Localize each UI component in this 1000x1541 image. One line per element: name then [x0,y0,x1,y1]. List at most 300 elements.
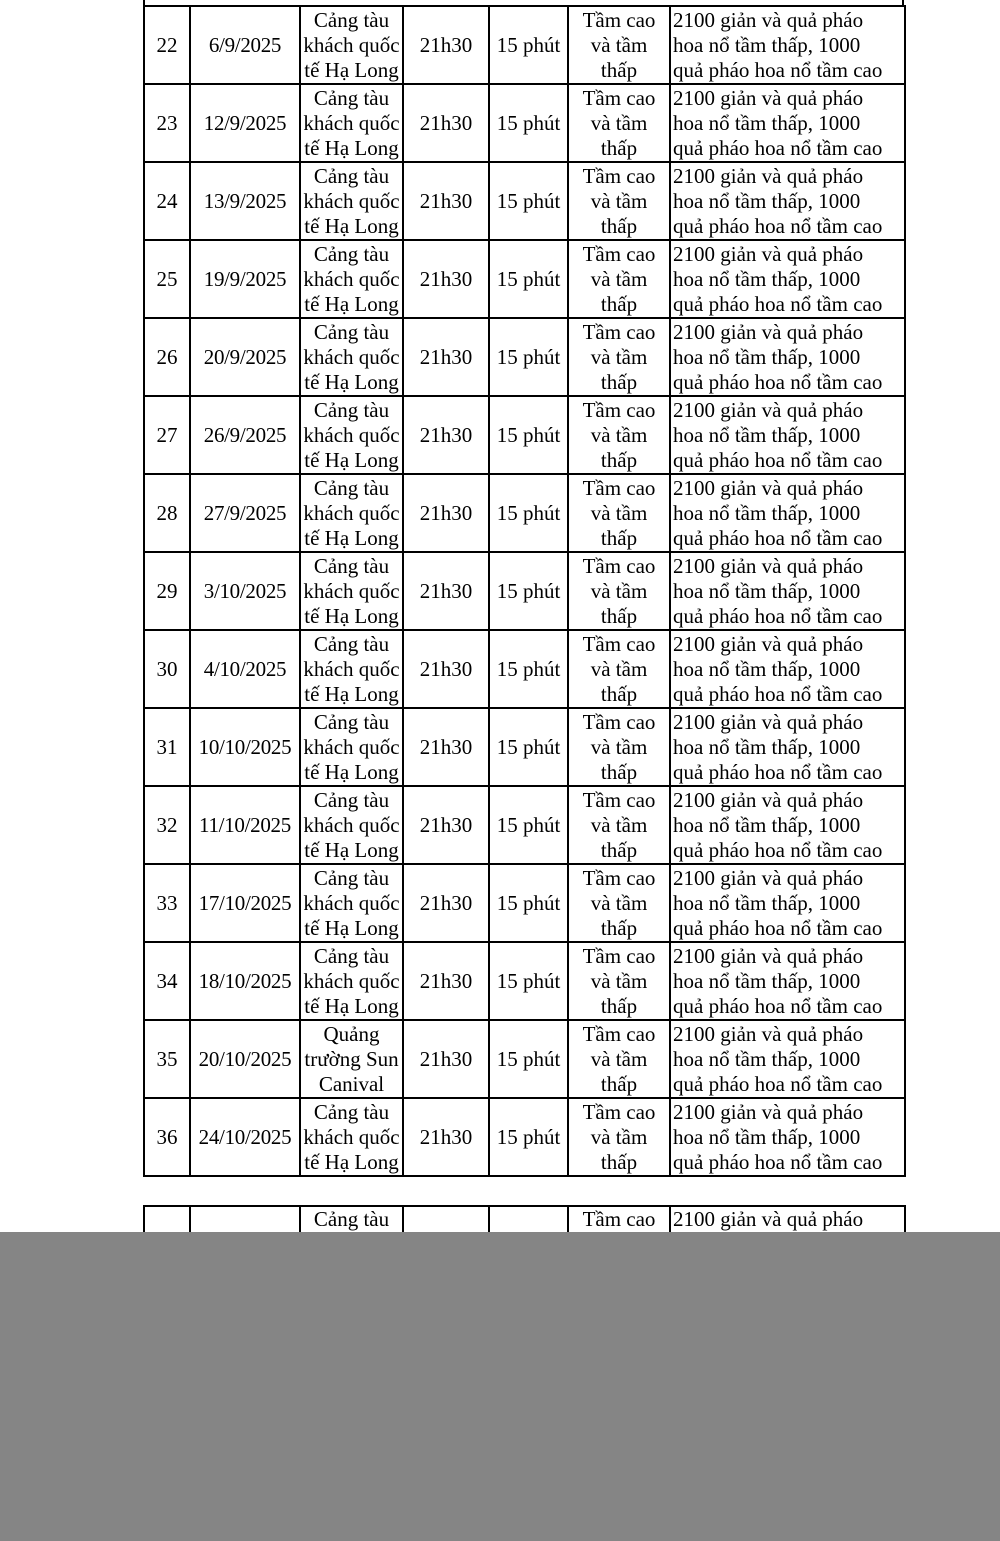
row-altitude [568,1098,670,1176]
row-number-text: 22 [156,32,178,57]
row-duration-text: 15 phút [496,656,561,681]
row-date [190,162,300,240]
table-row [144,1098,905,1176]
row-time-text: 21h30 [419,734,473,759]
row-place [300,708,403,786]
row-time-text: 21h30 [419,578,473,603]
row-altitude-line: Tầm cao [582,943,656,968]
row-date [190,708,300,786]
row-time [403,1098,489,1176]
row-date-text: 10/10/2025 [198,734,292,759]
row-altitude-line: và tầm [590,1124,648,1149]
row-number [144,864,190,942]
row-place-line: khách quốc [303,1124,400,1149]
row-altitude [568,474,670,552]
row-number [144,1098,190,1176]
row-altitude-line: thấp [600,993,638,1018]
row-altitude-line: và tầm [590,188,648,213]
row-quantity [670,162,905,240]
row-quantity-line: quả pháo hoa nổ tầm cao [673,1149,883,1174]
row-altitude-line: Tầm cao [582,1021,656,1046]
row-quantity [670,6,905,84]
row-altitude-line: Tầm cao [582,631,656,656]
row-number [144,6,190,84]
row-quantity [670,552,905,630]
row-duration [489,942,568,1020]
row-altitude-line: Tầm cao [582,553,656,578]
row-time [403,84,489,162]
row-place-line: khách quốc [303,890,400,915]
row-time [403,630,489,708]
row-number-text: 32 [156,812,178,837]
row-number [144,552,190,630]
row-place [300,240,403,318]
row-duration-text: 15 phút [496,812,561,837]
row-altitude-line: Tầm cao [582,865,656,890]
row-number-text: 33 [156,890,178,915]
row-quantity-line: quả pháo hoa nổ tầm cao [673,369,883,394]
row-altitude-line: thấp [600,1071,638,1096]
row-altitude-line: và tầm [590,422,648,447]
row-quantity-line: hoa nổ tầm thấp, 1000 [673,344,861,369]
row-duration-text: 15 phút [496,344,561,369]
row-duration-text: 15 phút [496,110,561,135]
row-time-text: 21h30 [419,1046,473,1071]
row-quantity-line: quả pháo hoa nổ tầm cao [673,57,883,82]
row-place-line: tế Hạ Long [304,447,399,472]
row-place-line: Cảng tàu [313,1099,390,1124]
row-quantity-line: hoa nổ tầm thấp, 1000 [673,812,861,837]
row-time-text: 21h30 [419,266,473,291]
row-quantity-line: 2100 giản và quả pháo [673,553,864,578]
table-row [144,708,905,786]
row-number [144,84,190,162]
row-time-text: 21h30 [419,500,473,525]
row-place [300,396,403,474]
row-date-text: 24/10/2025 [198,1124,292,1149]
row-place-line: tế Hạ Long [304,525,399,550]
row-quantity [670,1098,905,1176]
row-date-text: 17/10/2025 [198,890,292,915]
row-place-line: tế Hạ Long [304,993,399,1018]
row-place-line: khách quốc [303,812,400,837]
row-place-line: Cảng tàu [313,553,390,578]
row-quantity-line: hoa nổ tầm thấp, 1000 [673,500,861,525]
table-row [144,318,905,396]
row-place-line: Cảng tàu [313,475,390,500]
row-quantity [670,942,905,1020]
row-time-text: 21h30 [419,344,473,369]
row-number [144,708,190,786]
table-row [144,162,905,240]
row-place-line: khách quốc [303,110,400,135]
row-place [300,318,403,396]
row-altitude-line: thấp [600,915,638,940]
row-date-text: 18/10/2025 [198,968,292,993]
row-altitude-line: và tầm [590,812,648,837]
row-duration-text: 15 phút [496,1046,561,1071]
row-place [300,1098,403,1176]
row-altitude-line: thấp [600,369,638,394]
row-altitude [568,786,670,864]
row-altitude-line: thấp [600,837,638,862]
row-time [403,6,489,84]
row-duration-text: 15 phút [496,968,561,993]
row-place-line: khách quốc [303,266,400,291]
row-quantity-line: quả pháo hoa nổ tầm cao [673,915,883,940]
row-altitude [568,162,670,240]
row-place-line: khách quốc [303,734,400,759]
row-time-text: 21h30 [419,110,473,135]
table-row [144,942,905,1020]
row-quantity-line: 2100 giản và quả pháo [673,943,864,968]
row-quantity-line: hoa nổ tầm thấp, 1000 [673,32,861,57]
row-number [144,630,190,708]
row-quantity-line: quả pháo hoa nổ tầm cao [673,681,883,706]
row-number [144,942,190,1020]
row-duration [489,6,568,84]
row-time-text: 21h30 [419,422,473,447]
table-body [144,6,905,1176]
row-duration [489,864,568,942]
table-row [144,786,905,864]
row-quantity-line: hoa nổ tầm thấp, 1000 [673,1046,861,1071]
row-time-text: 21h30 [419,968,473,993]
row-place: Cảng tàu [300,1206,403,1257]
row-altitude-line: Tầm cao [582,163,656,188]
row-time-text: 21h30 [419,656,473,681]
row-date-text: 4/10/2025 [203,656,287,681]
row-quantity-line: 2100 giản và quả pháo [673,319,864,344]
row-quantity [670,84,905,162]
row-duration-text: 15 phút [496,422,561,447]
row-number-text: 31 [156,734,178,759]
row-number-text: 24 [156,188,178,213]
row-altitude-line: Tầm cao [582,709,656,734]
row-place-line: tế Hạ Long [304,1149,399,1174]
row-number [144,240,190,318]
row-quantity-line: 2100 giản và quả pháo [673,241,864,266]
row-duration-text: 15 phút [496,578,561,603]
row-number-text: 23 [156,110,178,135]
row-quantity-line: hoa nổ tầm thấp, 1000 [673,578,861,603]
row-altitude-line: và tầm [590,266,648,291]
row-duration [489,318,568,396]
row-duration-text: 15 phút [496,734,561,759]
row-altitude [568,942,670,1020]
row-place [300,942,403,1020]
row-place [300,786,403,864]
row-altitude [568,552,670,630]
row-number-text: 27 [156,422,178,447]
row-number-text: 34 [156,968,178,993]
row-quantity-line: hoa nổ tầm thấp, 1000 [673,734,861,759]
row-place [300,84,403,162]
row-quantity-line: quả pháo hoa nổ tầm cao [673,1071,883,1096]
row-duration [489,240,568,318]
row-quantity [670,474,905,552]
row-quantity-line: hoa nổ tầm thấp, 1000 [673,188,861,213]
row-place-line: Cảng tàu [313,943,390,968]
row-place-line: khách quốc [303,422,400,447]
row-quantity-line: quả pháo hoa nổ tầm cao [673,993,883,1018]
row-place-line: Cảng tàu [313,397,390,422]
row-number-text: 30 [156,656,178,681]
row-place-line: tế Hạ Long [304,759,399,784]
row-quantity-line: hoa nổ tầm thấp, 1000 [673,968,861,993]
row-altitude-line: thấp [600,759,638,784]
row-altitude-line: và tầm [590,968,648,993]
row-quantity-line: 2100 giản và quả pháo [673,631,864,656]
row-quantity-line: 2100 giản và quả pháo [673,1021,864,1046]
row-place-line: khách quốc [303,578,400,603]
row-quantity [670,240,905,318]
row-date [190,240,300,318]
row-number-text: 26 [156,344,178,369]
row-place-line: tế Hạ Long [304,213,399,238]
row-place-line: Cảng tàu [313,631,390,656]
row-quantity-line: hoa nổ tầm thấp, 1000 [673,1124,861,1149]
fireworks-schedule-table [143,5,906,1177]
row-place-line: khách quốc [303,344,400,369]
row-date-text: 12/9/2025 [203,110,287,135]
row-altitude: Tầm cao [568,1206,670,1257]
row-quantity-line: hoa nổ tầm thấp, 1000 [673,110,861,135]
row-place-line: khách quốc [303,656,400,681]
row-date-text: 26/9/2025 [203,422,287,447]
row-altitude-line: và tầm [590,734,648,759]
row-altitude-line: Tầm cao [582,241,656,266]
row-altitude [568,84,670,162]
row-time [403,552,489,630]
row-altitude [568,240,670,318]
row-number [144,318,190,396]
row-place-line: tế Hạ Long [304,135,399,160]
row-quantity [670,396,905,474]
row-duration-text: 15 phút [496,500,561,525]
row-quantity-line: 2100 giản và quả pháo [673,85,864,110]
row-quantity [670,630,905,708]
row-duration-text: 15 phút [496,188,561,213]
row-altitude-line: thấp [600,681,638,706]
row-quantity-line: hoa nổ tầm thấp, 1000 [673,422,861,447]
row-altitude-line: và tầm [590,344,648,369]
row-altitude-line: Tầm cao [582,475,656,500]
row-altitude-line: và tầm [590,890,648,915]
row-date-text: 13/9/2025 [203,188,287,213]
row-time-text: 21h30 [419,32,473,57]
row-place-line: Cảng tàu [313,319,390,344]
table-row [144,864,905,942]
row-time-text: 21h30 [419,890,473,915]
row-place-line: Cảng tàu [313,865,390,890]
row-quantity-line: 2100 giản và quả pháo [673,7,864,32]
row-duration [489,552,568,630]
row-place [300,552,403,630]
row-altitude-line: thấp [600,1149,638,1174]
row-duration [489,708,568,786]
table-row [144,396,905,474]
row-quantity-line: 2100 giản và quả pháo [673,397,864,422]
table-row [144,84,905,162]
row-altitude [568,6,670,84]
row-altitude-line: thấp [600,603,638,628]
row-number [144,786,190,864]
row-place-line: khách quốc [303,968,400,993]
row-altitude [568,708,670,786]
row-time-text: 21h30 [419,1124,473,1149]
row-date [190,864,300,942]
row-time [403,162,489,240]
row-number-text: 29 [156,578,178,603]
row-duration [489,162,568,240]
row-time [403,708,489,786]
row-altitude [568,630,670,708]
row-place-line: khách quốc [303,32,400,57]
row-place-line: tế Hạ Long [304,681,399,706]
row-altitude-line: Tầm cao [582,7,656,32]
row-quantity-line: 2100 giản và quả pháo [673,865,864,890]
row-place [300,864,403,942]
row-duration [489,630,568,708]
row-quantity [670,864,905,942]
row-time [403,474,489,552]
row-date [190,1020,300,1098]
row-place-line: Cảng tàu [313,85,390,110]
row-quantity-line: quả pháo hoa nổ tầm cao [673,447,883,472]
row-duration-text: 15 phút [496,1124,561,1149]
row-altitude-line: thấp [600,447,638,472]
row-altitude-line: và tầm [590,1046,648,1071]
row-time [403,942,489,1020]
row-duration-text: 15 phút [496,266,561,291]
row-number-text: 35 [156,1046,178,1071]
row-place-line: Cảng tàu [313,163,390,188]
row-date [190,396,300,474]
row-altitude-line: thấp [600,213,638,238]
row-duration [489,786,568,864]
row-date [190,6,300,84]
row-altitude-line: và tầm [590,578,648,603]
row-place-line: Cảng tàu [313,241,390,266]
row-date [190,786,300,864]
row-duration [489,474,568,552]
row-time [403,396,489,474]
row-date-text: 3/10/2025 [203,578,287,603]
gray-overlay [0,1232,1000,1541]
row-date [190,552,300,630]
row-quantity-line: 2100 giản và quả pháo [673,1099,864,1124]
row-date-text: 20/10/2025 [198,1046,292,1071]
row-time [403,864,489,942]
row-quantity-line: 2100 giản và quả pháo [673,709,864,734]
row-place [300,630,403,708]
row-quantity-line: 2100 giản và quả pháo [673,787,864,812]
row-altitude-line: Tầm cao [582,787,656,812]
row-altitude-line: và tầm [590,656,648,681]
row-quantity-line: 2100 giản và quả pháo [673,475,864,500]
table-row [144,1020,905,1098]
row-place-line: trường Sun [304,1046,399,1071]
row-duration [489,1098,568,1176]
row-altitude-line: thấp [600,291,638,316]
row-quantity [670,786,905,864]
row-quantity-line: quả pháo hoa nổ tầm cao [673,603,883,628]
row-number [144,396,190,474]
row-quantity-line: quả pháo hoa nổ tầm cao [673,759,883,784]
row-place-line: tế Hạ Long [304,291,399,316]
row-place [300,474,403,552]
row-place-line: Cảng tàu [313,709,390,734]
row-place [300,162,403,240]
row-quantity-line: quả pháo hoa nổ tầm cao [673,291,883,316]
row-place-line: tế Hạ Long [304,915,399,940]
table-row [144,552,905,630]
row-place-line: tế Hạ Long [304,369,399,394]
row-duration-text: 15 phút [496,32,561,57]
row-place [300,1020,403,1098]
row-time-text: 21h30 [419,812,473,837]
row-place [300,6,403,84]
row-duration [489,396,568,474]
row-altitude [568,318,670,396]
row-place-line: khách quốc [303,500,400,525]
row-place-line: tế Hạ Long [304,603,399,628]
row-quantity [670,708,905,786]
row-date [190,630,300,708]
row-duration [489,1020,568,1098]
row-time [403,786,489,864]
row-duration [489,84,568,162]
row-place-line: Canival [318,1071,385,1096]
table-row [144,474,905,552]
row-quantity-line: quả pháo hoa nổ tầm cao [673,525,883,550]
row-altitude [568,864,670,942]
row-quantity [670,1020,905,1098]
row-place-line: Cảng tàu [313,787,390,812]
row-quantity-line: 2100 giản và quả pháo [673,163,864,188]
row-altitude-line: Tầm cao [582,1099,656,1124]
row-duration-text: 15 phút [496,890,561,915]
row-place-line: Quảng [323,1021,380,1046]
row-date-text: 27/9/2025 [203,500,287,525]
row-time [403,1020,489,1098]
row-time [403,240,489,318]
row-date [190,942,300,1020]
row-altitude-line: và tầm [590,110,648,135]
row-date-text: 6/9/2025 [208,32,282,57]
row-altitude-line: Tầm cao [582,319,656,344]
row-quantity [670,318,905,396]
row-number [144,1020,190,1098]
table-row [144,240,905,318]
row-date [190,84,300,162]
row-time-text: 21h30 [419,188,473,213]
row-place-line: tế Hạ Long [304,57,399,82]
row-date [190,474,300,552]
row-altitude [568,1020,670,1098]
row-number-text: 25 [156,266,178,291]
row-altitude-line: Tầm cao [582,397,656,422]
row-number [144,162,190,240]
table-row [144,6,905,84]
row-altitude [568,396,670,474]
row-place-line: Cảng tàu [313,7,390,32]
row-number-text: 36 [156,1124,178,1149]
row-date-text: 11/10/2025 [199,812,291,837]
row-quantity-line: hoa nổ tầm thấp, 1000 [673,266,861,291]
row-date-text: 20/9/2025 [203,344,287,369]
